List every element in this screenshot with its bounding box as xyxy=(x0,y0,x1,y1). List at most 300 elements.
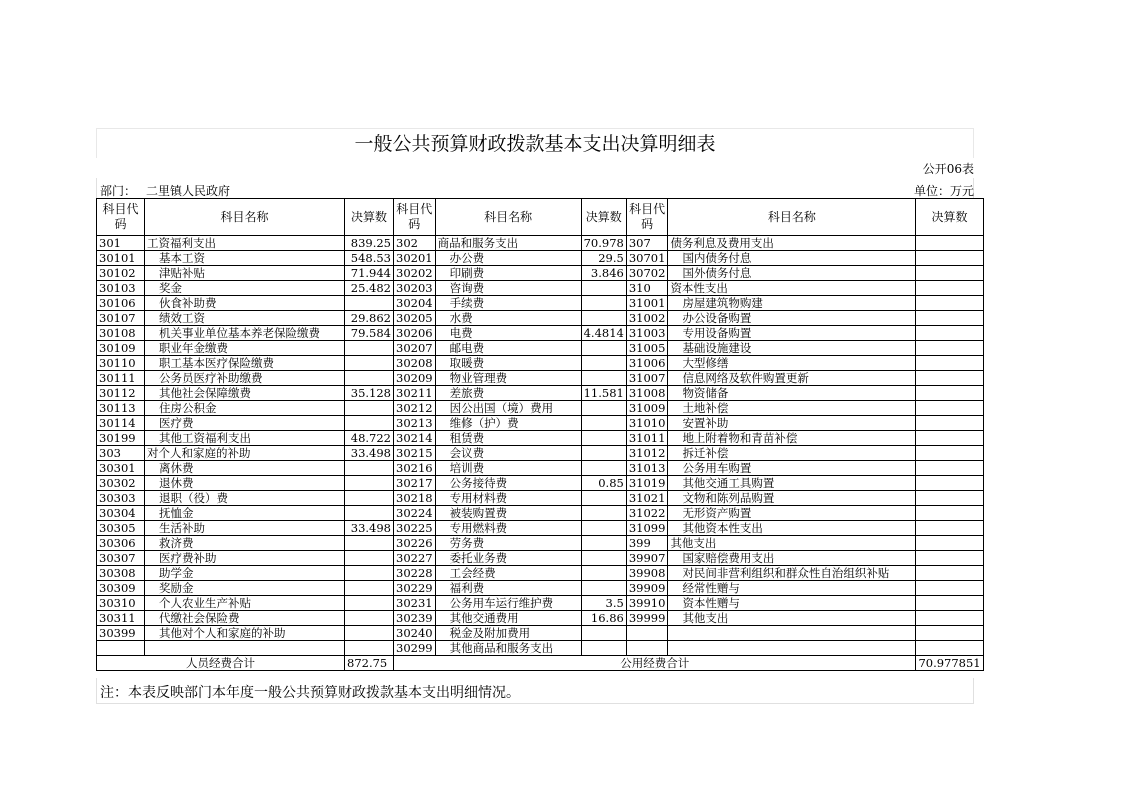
cell-code-3: 31007 xyxy=(626,371,668,386)
cell-amount-1: 48.722 xyxy=(345,431,394,446)
cell-code-1: 30102 xyxy=(97,266,145,281)
cell-code-2: 30226 xyxy=(394,536,436,551)
cell-code-2: 30211 xyxy=(394,386,436,401)
cell-name-3: 债务利息及费用支出 xyxy=(668,236,916,251)
cell-code-1: 30311 xyxy=(97,611,145,626)
cell-code-2: 30299 xyxy=(394,641,436,656)
cell-amount-1: 29.862 xyxy=(345,311,394,326)
cell-code-3: 399 xyxy=(626,536,668,551)
cell-name-1: 其他社会保障缴费 xyxy=(145,386,345,401)
cell-amount-3 xyxy=(916,491,983,506)
cell-code-1: 30304 xyxy=(97,506,145,521)
cell-amount-1: 548.53 xyxy=(345,251,394,266)
cell-code-2: 30207 xyxy=(394,341,436,356)
table-row xyxy=(97,281,984,296)
cell-name-3: 地上附着物和青苗补偿 xyxy=(668,431,916,446)
cell-amount-1 xyxy=(345,581,394,596)
cell-code-2: 30202 xyxy=(394,266,436,281)
cell-amount-3 xyxy=(916,341,983,356)
cell-name-2: 邮电费 xyxy=(435,341,581,356)
cell-amount-3 xyxy=(916,641,983,656)
cell-code-2: 30208 xyxy=(394,356,436,371)
cell-code-3: 39908 xyxy=(626,566,668,581)
cell-amount-1: 33.498 xyxy=(345,446,394,461)
cell-amount-3 xyxy=(916,476,983,491)
cell-amount-2: 70.978 xyxy=(581,236,626,251)
cell-name-1: 住房公积金 xyxy=(145,401,345,416)
cell-amount-1 xyxy=(345,371,394,386)
cell-code-1: 30103 xyxy=(97,281,145,296)
cell-amount-3 xyxy=(916,536,983,551)
table-row xyxy=(97,371,984,386)
cell-code-3: 31001 xyxy=(626,296,668,311)
table-row xyxy=(97,491,984,506)
cell-code-1: 30303 xyxy=(97,491,145,506)
cell-code-3: 31013 xyxy=(626,461,668,476)
cell-name-3: 国外债务付息 xyxy=(668,266,916,281)
cell-amount-3 xyxy=(916,251,983,266)
cell-code-3: 310 xyxy=(626,281,668,296)
cell-code-2: 30204 xyxy=(394,296,436,311)
cell-code-2: 30218 xyxy=(394,491,436,506)
table-row xyxy=(97,401,984,416)
cell-name-2: 公务接待费 xyxy=(435,476,581,491)
cell-code-3: 31012 xyxy=(626,446,668,461)
cell-name-1: 基本工资 xyxy=(145,251,345,266)
cell-name-3: 文物和陈列品购置 xyxy=(668,491,916,506)
cell-amount-2: 4.4814 xyxy=(581,326,626,341)
cell-amount-3 xyxy=(916,446,983,461)
cell-amount-1 xyxy=(345,611,394,626)
cell-code-2: 30201 xyxy=(394,251,436,266)
cell-amount-3 xyxy=(916,506,983,521)
cell-code-1: 30308 xyxy=(97,566,145,581)
cell-name-2: 其他交通费用 xyxy=(435,611,581,626)
unit-label: 单位：万元 xyxy=(913,184,974,198)
cell-code-1: 303 xyxy=(97,446,145,461)
department-label: 部门： xyxy=(100,184,137,198)
table-row xyxy=(97,251,984,266)
cell-amount-2 xyxy=(581,461,626,476)
cell-amount-2 xyxy=(581,551,626,566)
cell-amount-3 xyxy=(916,431,983,446)
cell-code-2: 30239 xyxy=(394,611,436,626)
table-row xyxy=(97,461,984,476)
cell-name-1: 个人农业生产补贴 xyxy=(145,596,345,611)
cell-amount-2: 3.5 xyxy=(581,596,626,611)
header-amount-3: 决算数 xyxy=(916,199,983,236)
cell-amount-1 xyxy=(345,476,394,491)
cell-name-2: 会议费 xyxy=(435,446,581,461)
cell-amount-1: 79.584 xyxy=(345,326,394,341)
cell-name-3: 大型修缮 xyxy=(668,356,916,371)
cell-code-3: 30702 xyxy=(626,266,668,281)
cell-code-1: 30399 xyxy=(97,626,145,641)
cell-code-2: 30214 xyxy=(394,431,436,446)
cell-amount-3 xyxy=(916,461,983,476)
cell-name-1: 离休费 xyxy=(145,461,345,476)
cell-code-3: 31009 xyxy=(626,401,668,416)
cell-name-3: 其他资本性支出 xyxy=(668,521,916,536)
cell-amount-1: 35.128 xyxy=(345,386,394,401)
table-row xyxy=(97,476,984,491)
cell-amount-3 xyxy=(916,236,983,251)
cell-amount-2 xyxy=(581,491,626,506)
cell-code-3: 31008 xyxy=(626,386,668,401)
cell-code-3 xyxy=(626,641,668,656)
cell-name-3: 其他支出 xyxy=(668,611,916,626)
cell-name-2: 税金及附加费用 xyxy=(435,626,581,641)
header-name-2: 科目名称 xyxy=(435,199,581,236)
table-row xyxy=(97,356,984,371)
totals-row xyxy=(97,656,984,671)
cell-name-1: 绩效工资 xyxy=(145,311,345,326)
cell-amount-1 xyxy=(345,551,394,566)
cell-name-2: 取暖费 xyxy=(435,356,581,371)
header-code-1: 科目代码 xyxy=(97,199,145,236)
cell-name-3: 基础设施建设 xyxy=(668,341,916,356)
cell-name-2: 福利费 xyxy=(435,581,581,596)
cell-amount-1 xyxy=(345,626,394,641)
cell-code-3: 31002 xyxy=(626,311,668,326)
cell-code-1: 30114 xyxy=(97,416,145,431)
cell-amount-3 xyxy=(916,551,983,566)
cell-name-2: 工会经费 xyxy=(435,566,581,581)
cell-name-2: 印刷费 xyxy=(435,266,581,281)
cell-code-1: 30306 xyxy=(97,536,145,551)
cell-amount-1 xyxy=(345,506,394,521)
table-row xyxy=(97,266,984,281)
cell-amount-2: 11.581 xyxy=(581,386,626,401)
cell-name-3: 公务用车购置 xyxy=(668,461,916,476)
cell-amount-3 xyxy=(916,356,983,371)
cell-name-2: 商品和服务支出 xyxy=(435,236,581,251)
header-code-2: 科目代码 xyxy=(394,199,436,236)
cell-amount-1 xyxy=(345,491,394,506)
cell-code-2: 30213 xyxy=(394,416,436,431)
cell-name-1: 伙食补助费 xyxy=(145,296,345,311)
cell-name-2: 差旅费 xyxy=(435,386,581,401)
table-row xyxy=(97,236,984,251)
cell-amount-3 xyxy=(916,281,983,296)
cell-name-1: 医疗费 xyxy=(145,416,345,431)
table-row xyxy=(97,521,984,536)
cell-amount-1 xyxy=(345,461,394,476)
table-row xyxy=(97,611,984,626)
cell-name-2: 办公费 xyxy=(435,251,581,266)
cell-name-2: 物业管理费 xyxy=(435,371,581,386)
cell-amount-3 xyxy=(916,566,983,581)
cell-name-2: 专用材料费 xyxy=(435,491,581,506)
cell-amount-2: 0.85 xyxy=(581,476,626,491)
cell-name-1: 医疗费补助 xyxy=(145,551,345,566)
table-row xyxy=(97,596,984,611)
cell-code-2: 30206 xyxy=(394,326,436,341)
cell-name-2: 租赁费 xyxy=(435,431,581,446)
cell-code-1: 30113 xyxy=(97,401,145,416)
cell-amount-2 xyxy=(581,341,626,356)
cell-name-1: 奖励金 xyxy=(145,581,345,596)
cell-code-1: 30108 xyxy=(97,326,145,341)
cell-name-3: 拆迁补偿 xyxy=(668,446,916,461)
cell-amount-2: 29.5 xyxy=(581,251,626,266)
cell-amount-2 xyxy=(581,521,626,536)
table-row xyxy=(97,446,984,461)
expenditure-table xyxy=(96,198,984,671)
cell-name-1: 助学金 xyxy=(145,566,345,581)
cell-name-1: 职工基本医疗保险缴费 xyxy=(145,356,345,371)
cell-name-2: 水费 xyxy=(435,311,581,326)
cell-code-2: 30212 xyxy=(394,401,436,416)
cell-code-2: 30215 xyxy=(394,446,436,461)
cell-amount-1: 25.482 xyxy=(345,281,394,296)
cell-amount-3 xyxy=(916,596,983,611)
cell-amount-2 xyxy=(581,281,626,296)
cell-code-1: 30112 xyxy=(97,386,145,401)
table-row xyxy=(97,551,984,566)
cell-amount-2 xyxy=(581,536,626,551)
table-row xyxy=(97,341,984,356)
public-total-label: 公用经费合计 xyxy=(394,656,916,671)
cell-code-3: 31099 xyxy=(626,521,668,536)
cell-name-3: 物资储备 xyxy=(668,386,916,401)
cell-name-1: 工资福利支出 xyxy=(145,236,345,251)
cell-amount-2 xyxy=(581,356,626,371)
cell-amount-2 xyxy=(581,626,626,641)
cell-amount-1 xyxy=(345,641,394,656)
cell-name-3: 安置补助 xyxy=(668,416,916,431)
cell-name-2: 专用燃料费 xyxy=(435,521,581,536)
cell-code-1: 30110 xyxy=(97,356,145,371)
cell-name-1: 生活补助 xyxy=(145,521,345,536)
cell-amount-1 xyxy=(345,536,394,551)
cell-code-1 xyxy=(97,641,145,656)
cell-amount-3 xyxy=(916,326,983,341)
cell-code-3: 39907 xyxy=(626,551,668,566)
public-total-value: 70.977851 xyxy=(916,656,983,671)
cell-amount-1 xyxy=(345,341,394,356)
cell-amount-2 xyxy=(581,296,626,311)
table-row xyxy=(97,416,984,431)
cell-name-3: 资本性支出 xyxy=(668,281,916,296)
cell-name-1: 奖金 xyxy=(145,281,345,296)
cell-code-2: 30228 xyxy=(394,566,436,581)
cell-code-3: 30701 xyxy=(626,251,668,266)
form-number: 公开06表 xyxy=(922,162,974,176)
table-row xyxy=(97,641,984,656)
cell-amount-3 xyxy=(916,311,983,326)
cell-code-1: 30301 xyxy=(97,461,145,476)
cell-code-3: 31005 xyxy=(626,341,668,356)
cell-amount-1: 71.944 xyxy=(345,266,394,281)
cell-name-3: 房屋建筑物购建 xyxy=(668,296,916,311)
cell-amount-2 xyxy=(581,566,626,581)
cell-amount-3 xyxy=(916,611,983,626)
cell-code-2: 30224 xyxy=(394,506,436,521)
cell-name-2: 公务用车运行维护费 xyxy=(435,596,581,611)
cell-name-2: 因公出国（境）费用 xyxy=(435,401,581,416)
cell-name-2: 电费 xyxy=(435,326,581,341)
cell-code-1: 30309 xyxy=(97,581,145,596)
cell-amount-3 xyxy=(916,266,983,281)
cell-name-1: 职业年金缴费 xyxy=(145,341,345,356)
table-row xyxy=(97,386,984,401)
cell-amount-3 xyxy=(916,521,983,536)
table-row xyxy=(97,581,984,596)
cell-name-1: 退职（役）费 xyxy=(145,491,345,506)
cell-code-3 xyxy=(626,626,668,641)
cell-code-1: 30107 xyxy=(97,311,145,326)
cell-amount-3 xyxy=(916,416,983,431)
cell-name-1: 退休费 xyxy=(145,476,345,491)
cell-amount-2 xyxy=(581,446,626,461)
cell-code-2: 30216 xyxy=(394,461,436,476)
cell-name-3: 对民间非营利组织和群众性自治组织补贴 xyxy=(668,566,916,581)
cell-name-3: 专用设备购置 xyxy=(668,326,916,341)
cell-code-3: 31003 xyxy=(626,326,668,341)
cell-code-2: 30217 xyxy=(394,476,436,491)
cell-amount-1: 33.498 xyxy=(345,521,394,536)
cell-name-2: 劳务费 xyxy=(435,536,581,551)
cell-name-2: 其他商品和服务支出 xyxy=(435,641,581,656)
cell-name-3: 资本性赠与 xyxy=(668,596,916,611)
table-row xyxy=(97,296,984,311)
cell-amount-3 xyxy=(916,386,983,401)
table-title: 一般公共预算财政拨款基本支出决算明细表 xyxy=(96,128,974,158)
cell-code-1: 30199 xyxy=(97,431,145,446)
cell-name-1: 抚恤金 xyxy=(145,506,345,521)
cell-name-2: 委托业务费 xyxy=(435,551,581,566)
table-row xyxy=(97,326,984,341)
cell-code-3: 31021 xyxy=(626,491,668,506)
cell-name-3: 其他交通工具购置 xyxy=(668,476,916,491)
cell-code-2: 30205 xyxy=(394,311,436,326)
header-code-3: 科目代码 xyxy=(626,199,668,236)
cell-amount-2 xyxy=(581,506,626,521)
table-row xyxy=(97,536,984,551)
cell-amount-3 xyxy=(916,296,983,311)
cell-amount-2 xyxy=(581,401,626,416)
cell-code-2: 30227 xyxy=(394,551,436,566)
cell-amount-3 xyxy=(916,581,983,596)
cell-name-1: 其他对个人和家庭的补助 xyxy=(145,626,345,641)
cell-amount-1 xyxy=(345,566,394,581)
cell-name-2: 手续费 xyxy=(435,296,581,311)
cell-name-3: 国家赔偿费用支出 xyxy=(668,551,916,566)
header-name-3: 科目名称 xyxy=(668,199,916,236)
cell-code-1: 30111 xyxy=(97,371,145,386)
cell-code-1: 30305 xyxy=(97,521,145,536)
cell-name-1 xyxy=(145,641,345,656)
cell-amount-1 xyxy=(345,296,394,311)
cell-name-2: 培训费 xyxy=(435,461,581,476)
cell-code-3: 39909 xyxy=(626,581,668,596)
cell-amount-1 xyxy=(345,416,394,431)
cell-amount-1 xyxy=(345,401,394,416)
table-row xyxy=(97,566,984,581)
table-row xyxy=(97,506,984,521)
cell-code-2: 30240 xyxy=(394,626,436,641)
cell-name-2: 被装购置费 xyxy=(435,506,581,521)
cell-name-3: 无形资产购置 xyxy=(668,506,916,521)
header-amount-1: 决算数 xyxy=(345,199,394,236)
cell-code-2: 30229 xyxy=(394,581,436,596)
cell-amount-1 xyxy=(345,596,394,611)
cell-code-1: 30106 xyxy=(97,296,145,311)
header-name-1: 科目名称 xyxy=(145,199,345,236)
cell-amount-1: 839.25 xyxy=(345,236,394,251)
cell-name-1: 对个人和家庭的补助 xyxy=(145,446,345,461)
cell-name-3: 办公设备购置 xyxy=(668,311,916,326)
cell-name-1: 机关事业单位基本养老保险缴费 xyxy=(145,326,345,341)
cell-name-3 xyxy=(668,641,916,656)
cell-amount-3 xyxy=(916,626,983,641)
cell-name-2: 维修（护）费 xyxy=(435,416,581,431)
cell-name-3 xyxy=(668,626,916,641)
cell-code-1: 30101 xyxy=(97,251,145,266)
cell-amount-2 xyxy=(581,311,626,326)
footnote: 注：本表反映部门本年度一般公共预算财政拨款基本支出明细情况。 xyxy=(100,685,520,701)
table-row xyxy=(97,311,984,326)
cell-code-3: 31006 xyxy=(626,356,668,371)
cell-name-3: 土地补偿 xyxy=(668,401,916,416)
cell-code-3: 31019 xyxy=(626,476,668,491)
cell-code-3: 39999 xyxy=(626,611,668,626)
cell-amount-3 xyxy=(916,401,983,416)
cell-code-3: 39910 xyxy=(626,596,668,611)
cell-code-1: 30307 xyxy=(97,551,145,566)
cell-name-1: 其他工资福利支出 xyxy=(145,431,345,446)
personnel-total-label: 人员经费合计 xyxy=(97,656,345,671)
cell-name-3: 信息网络及软件购置更新 xyxy=(668,371,916,386)
cell-code-1: 30109 xyxy=(97,341,145,356)
cell-code-3: 307 xyxy=(626,236,668,251)
cell-code-2: 30203 xyxy=(394,281,436,296)
cell-code-1: 30310 xyxy=(97,596,145,611)
cell-amount-2: 3.846 xyxy=(581,266,626,281)
table-row xyxy=(97,626,984,641)
cell-amount-1 xyxy=(345,356,394,371)
cell-name-1: 代缴社会保险费 xyxy=(145,611,345,626)
cell-name-1: 公务员医疗补助缴费 xyxy=(145,371,345,386)
cell-code-1: 30302 xyxy=(97,476,145,491)
cell-code-2: 30225 xyxy=(394,521,436,536)
cell-amount-3 xyxy=(916,371,983,386)
cell-code-1: 301 xyxy=(97,236,145,251)
header-amount-2: 决算数 xyxy=(581,199,626,236)
cell-amount-2 xyxy=(581,431,626,446)
cell-name-3: 国内债务付息 xyxy=(668,251,916,266)
cell-amount-2 xyxy=(581,581,626,596)
personnel-total-value: 872.75 xyxy=(345,656,394,671)
cell-amount-2: 16.86 xyxy=(581,611,626,626)
cell-amount-2 xyxy=(581,641,626,656)
department-name: 二里镇人民政府 xyxy=(146,184,231,198)
cell-amount-2 xyxy=(581,371,626,386)
cell-code-2: 30231 xyxy=(394,596,436,611)
cell-code-3: 31011 xyxy=(626,431,668,446)
cell-name-2: 咨询费 xyxy=(435,281,581,296)
cell-name-3: 其他支出 xyxy=(668,536,916,551)
cell-code-3: 31022 xyxy=(626,506,668,521)
cell-name-1: 救济费 xyxy=(145,536,345,551)
header-row xyxy=(97,199,984,236)
cell-code-3: 31010 xyxy=(626,416,668,431)
cell-code-2: 302 xyxy=(394,236,436,251)
cell-code-2: 30209 xyxy=(394,371,436,386)
cell-name-1: 津贴补贴 xyxy=(145,266,345,281)
table-row xyxy=(97,431,984,446)
